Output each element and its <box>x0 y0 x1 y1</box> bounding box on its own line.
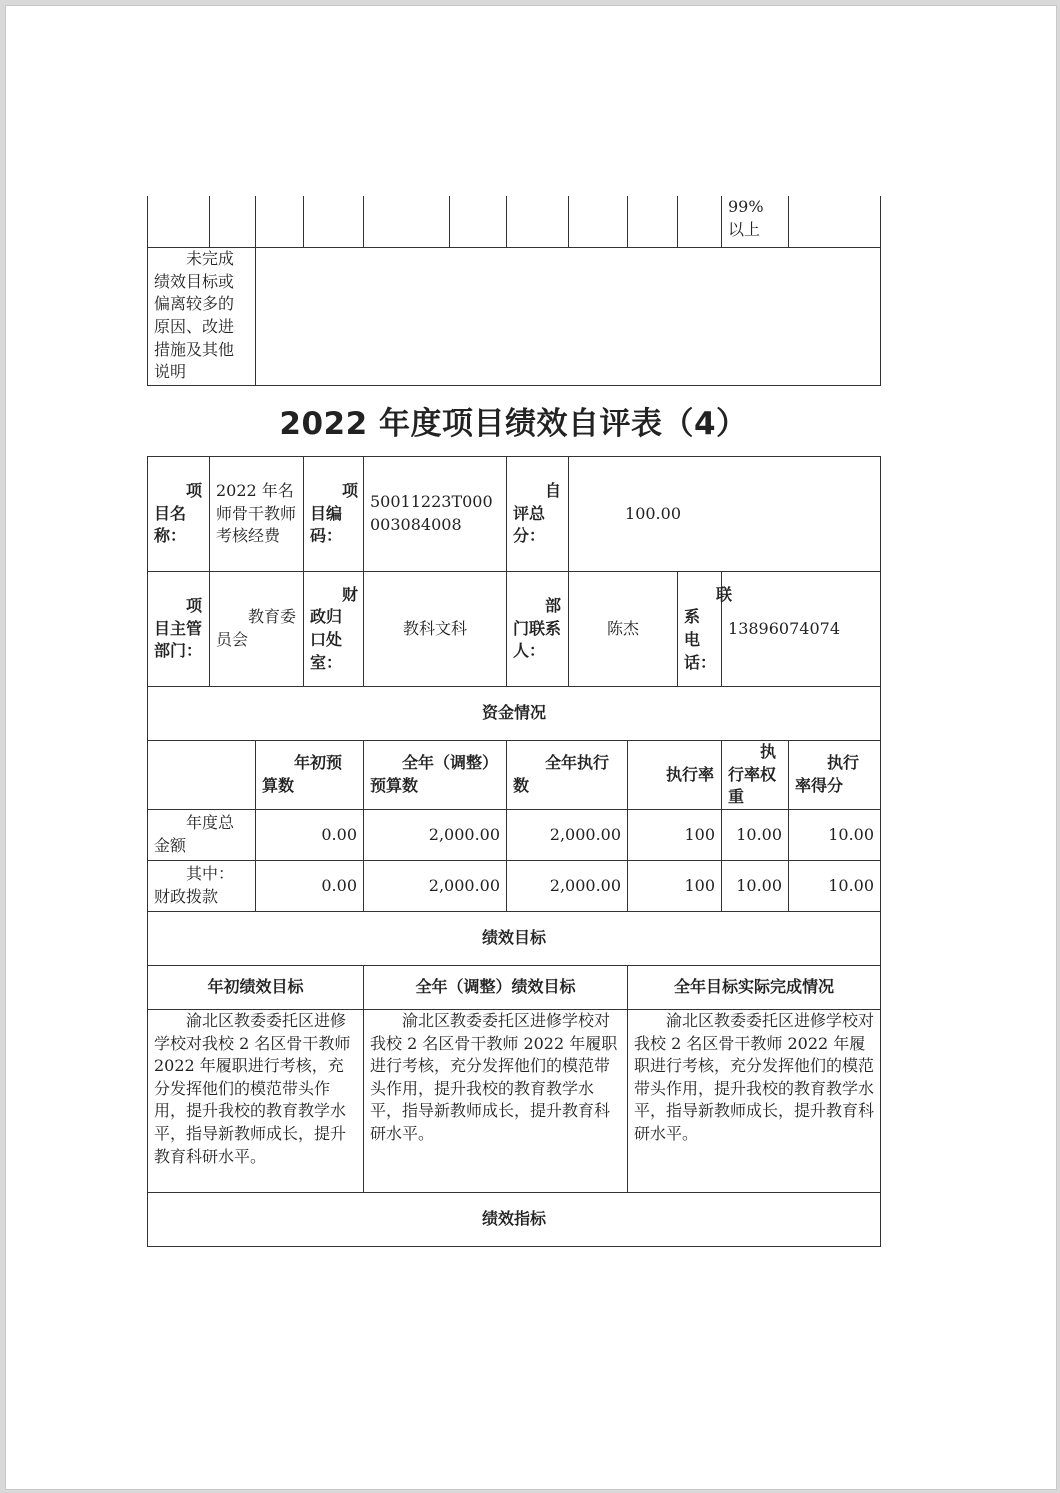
project-code-label: 项目编码： <box>304 457 364 572</box>
goals-header-adjusted: 全年（调整）绩效目标 <box>364 966 628 1010</box>
funds-weight: 10.00 <box>722 861 789 912</box>
phone-value: 13896074074 <box>722 572 881 687</box>
funds-initial: 0.00 <box>256 861 364 912</box>
funds-score: 10.00 <box>789 861 881 912</box>
self-score-value: 100.00 <box>569 457 881 572</box>
funds-header-weight: 执行率权重 <box>722 741 789 810</box>
funds-rate: 100 <box>628 861 722 912</box>
department-value: 教育委员会 <box>210 572 304 687</box>
funds-executed: 2,000.00 <box>507 810 628 861</box>
page-title: 2022 年度项目绩效自评表（4） <box>279 406 748 442</box>
funds-header-blank <box>148 741 256 810</box>
goals-header-initial: 年初绩效目标 <box>148 966 364 1010</box>
funds-row-label: 年度总金额 <box>148 810 256 861</box>
goals-section-title: 绩效目标 <box>148 912 881 966</box>
project-code-value: 50011223T000003084008 <box>364 457 507 572</box>
reason-value <box>256 247 881 385</box>
indicators-section-title: 绩效指标 <box>148 1193 881 1247</box>
funds-score: 10.00 <box>789 810 881 861</box>
goal-initial-text: 渝北区教委委托区进修学校对我校 2 名区骨干教师 2022 年履职进行考核，充分发挥他们的模范带头作用，提升我校的教育教学水平，指导新教师成长，提升教育科研水平。 <box>148 1010 364 1193</box>
funds-weight: 10.00 <box>722 810 789 861</box>
funds-header-rate: 执行率 <box>628 741 722 810</box>
self-score-label: 自评总分： <box>507 457 569 572</box>
funds-adjusted: 2,000.00 <box>364 861 507 912</box>
funds-adjusted: 2,000.00 <box>364 810 507 861</box>
funds-rate: 100 <box>628 810 722 861</box>
funds-header-initial: 年初预算数 <box>256 741 364 810</box>
contact-value: 陈杰 <box>569 572 678 687</box>
funds-row-fiscal <box>148 861 881 912</box>
reason-label: 未完成绩效目标或偏离较多的原因、改进措施及其他说明 <box>148 247 256 385</box>
department-label: 项目主管部门： <box>148 572 210 687</box>
funds-row-total <box>148 810 881 861</box>
document-page <box>5 5 1057 1490</box>
funds-initial: 0.00 <box>256 810 364 861</box>
contact-label: 部门联系人： <box>507 572 569 687</box>
funds-header-adjusted: 全年（调整）预算数 <box>364 741 507 810</box>
self-evaluation-table <box>147 456 881 1247</box>
funds-header-score: 执行率得分 <box>789 741 881 810</box>
funds-header-executed: 全年执行数 <box>507 741 628 810</box>
indicator-value-cell: 99% 以上 <box>722 196 789 247</box>
funds-section-title: 资金情况 <box>148 687 881 741</box>
funds-row-label: 其中：财政拨款 <box>148 861 256 912</box>
previous-indicator-table <box>147 196 881 386</box>
phone-label: 联系电话： <box>678 572 722 687</box>
finance-office-label: 财政归口处室： <box>304 572 364 687</box>
funds-executed: 2,000.00 <box>507 861 628 912</box>
goal-adjusted-text: 渝北区教委委托区进修学校对我校 2 名区骨干教师 2022 年履职进行考核，充分发挥他们的模范带头作用，提升我校的教育教学水平，指导新教师成长，提升教育科研水平。 <box>364 1010 628 1193</box>
project-name-label: 项目名称： <box>148 457 210 572</box>
goal-actual-text: 渝北区教委委托区进修学校对我校 2 名区骨干教师 2022 年履职进行考核，充分发挥他们的模范带头作用，提升我校的教育教学水平，指导新教师成长，提升教育科研水平。 <box>628 1010 881 1193</box>
goals-header-actual: 全年目标实际完成情况 <box>628 966 881 1010</box>
finance-office-value: 教科文科 <box>364 572 507 687</box>
project-name-value: 2022 年名师骨干教师考核经费 <box>210 457 304 572</box>
